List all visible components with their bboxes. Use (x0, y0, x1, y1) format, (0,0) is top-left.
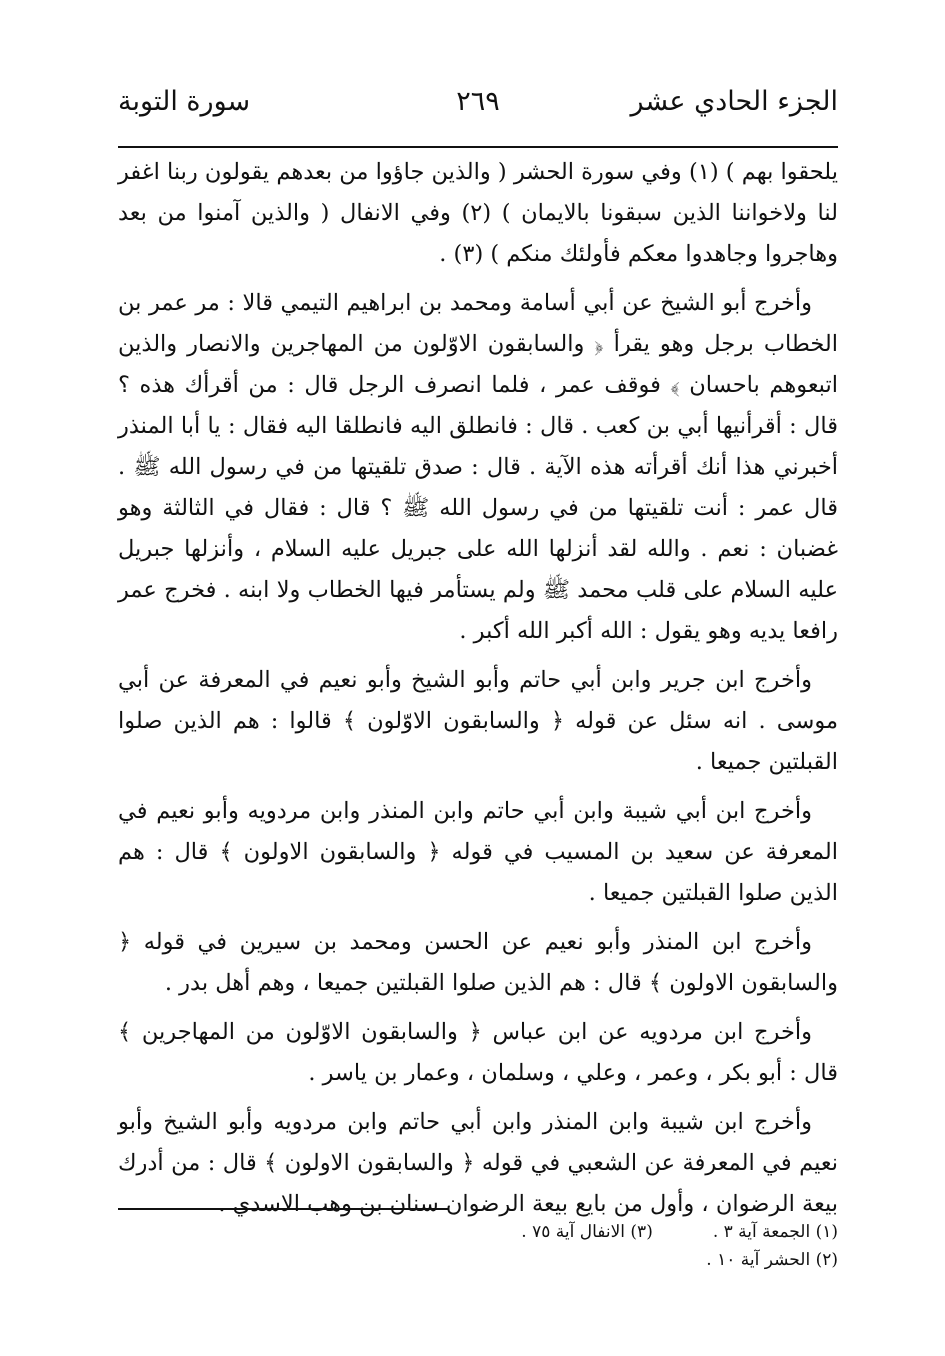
paragraph: وأخرج ابن مردويه عن ابن عباس ﴿ والسابقون الاوّلون من المهاجرين ﴾ قال : أبو بكر ، وعمر ، وعلي ، وسلمان ، وعمار بن ياسر . (118, 1019, 838, 1086)
footnotes (508, 1218, 838, 1274)
book-page (118, 0, 838, 1356)
header-rule (118, 146, 838, 148)
footnote-rule (118, 1208, 448, 1210)
footnote-1: (١) الجمعة آية ٣ . (712, 1222, 838, 1242)
part-title: الجزء الحادي عشر (630, 86, 838, 117)
surah-title: سورة التوبة (118, 86, 251, 117)
paragraph: وأخرج ابن أبي شيبة وابن أبي حاتم وابن المنذر وابن مردويه وأبو نعيم في المعرفة عن سعيد بن المسيب في قوله ﴿ والسابقون الاولون ﴾ قال : هم الذين صلوا القبلتين جميعا . (118, 798, 838, 906)
main-text (118, 152, 838, 1233)
paragraph: يلحقوا بهم ) (١) وفي سورة الحشر ( والذين جاؤوا من بعدهم يقولون ربنا اغفر لنا ولاخواننا الذين سبقونا بالايمان ) (٢) وفي الانفال ( والذين آمنوا من بعد وهاجروا وجاهدوا معكم فأولئك منكم ) (٣) . (118, 159, 838, 267)
footnote-2: (٢) الحشر آية ١٠ . (706, 1250, 838, 1270)
page-number: ٢٦٩ (456, 86, 500, 117)
running-header (118, 86, 838, 136)
paragraph: وأخرج ابن شيبة وابن المنذر وابن أبي حاتم وابن مردويه وأبو الشيخ وأبو نعيم في المعرفة عن الشعبي في قوله ﴿ والسابقون الاولون ﴾ قال : من أدرك بيعة الرضوان ، وأول من بايع بيعة الرضوان سنان بن وهب الاسدي . (118, 1109, 838, 1217)
footnote-3: (٣) الانفال آية ٧٥ . (521, 1222, 653, 1242)
paragraph: وأخرج ابن المنذر وأبو نعيم عن الحسن ومحمد بن سيرين في قوله ﴿ والسابقون الاولون ﴾ قال : هم الذين صلوا القبلتين جميعا ، وهم أهل بدر . (118, 929, 838, 996)
footnote-row (508, 1218, 838, 1246)
paragraph: وأخرج أبو الشيخ عن أبي أسامة ومحمد بن ابراهيم التيمي قالا : مر عمر بن الخطاب برجل وهو يقرأ ﴿ والسابقون الاوّلون من المهاجرين والانصار والذين اتبعوهم باحسان ﴾ فوقف عمر ، فلما انصرف الرجل قال : من أقرأك هذه ؟ قال : أقرأنيها أبي بن كعب . قال : فانطلق اليه فانطلقا اليه فقال : يا أبا المنذر أخبرني هذا أنك أقرأته هذه الآية . قال : صدق تلقيتها من في رسول الله ﷺ . قال عمر : أنت تلقيتها من في رسول الله ﷺ ؟ قال : فقال في الثالثة وهو غضبان : نعم . والله لقد أنزلها الله على جبريل عليه السلام ، وأنزلها جبريل عليه السلام على قلب محمد ﷺ ولم يستأمر فيها الخطاب ولا ابنه . فخرج عمر رافعا يديه وهو يقول : الله أكبر الله أكبر . (118, 290, 838, 644)
paragraph: وأخرج ابن جرير وابن أبي حاتم وأبو الشيخ وأبو نعيم في المعرفة عن أبي موسى . انه سئل عن قوله ﴿ والسابقون الاوّلون ﴾ قالوا : هم الذين صلوا القبلتين جميعا . (118, 667, 838, 775)
